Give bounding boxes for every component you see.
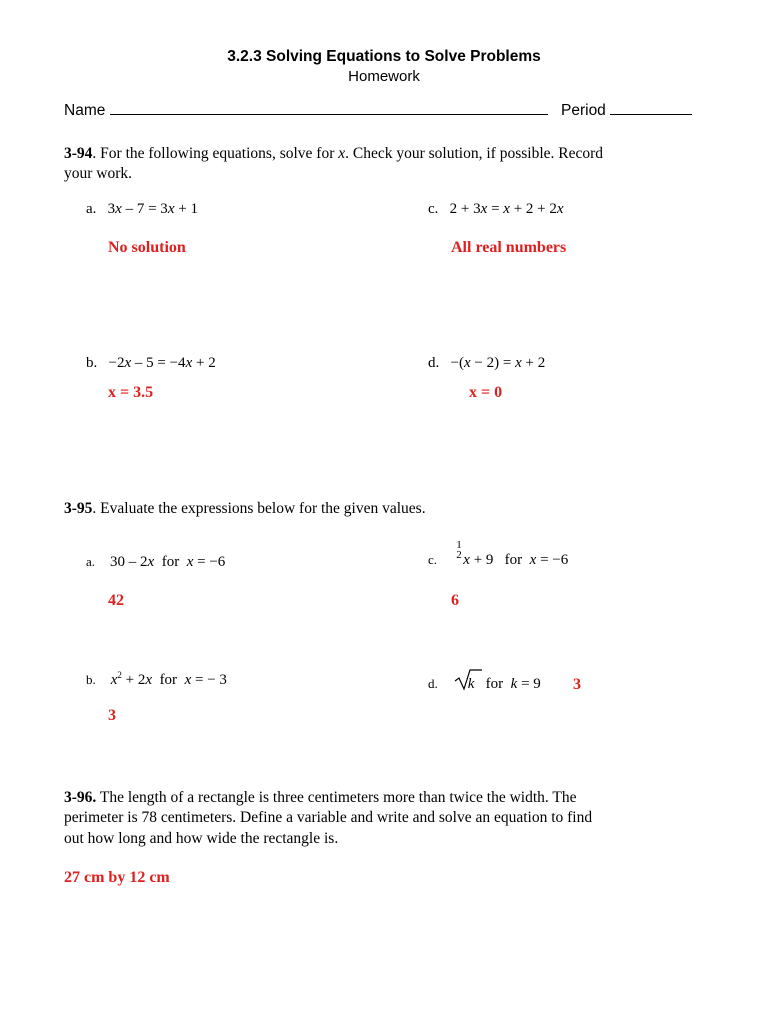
page-title: 3.2.3 Solving Equations to Solve Problems xyxy=(227,48,541,65)
answer-3-94-d: x = 0 xyxy=(469,384,503,401)
period-label: Period xyxy=(561,102,606,119)
period-field[interactable] xyxy=(610,99,692,115)
question-number: 3-95 xyxy=(64,500,93,517)
problem-3-94-b: b. −2x – 5 = −4x + 2 xyxy=(86,355,216,371)
problem-3-94-d: d. −(x − 2) = x + 2 xyxy=(428,355,546,371)
question-3-94-prompt: 3-94. For the following equations, solve for x. Check your solution, if possible. Record xyxy=(64,145,604,162)
problem-3-94-a: a. 3x – 7 = 3x + 1 xyxy=(86,201,198,217)
problem-3-95-c: c. x + 9 for x = −6 xyxy=(428,552,569,568)
answer-3-95-a: 42 xyxy=(108,592,124,609)
question-number: 3-94 xyxy=(64,145,93,162)
answer-3-94-b: x = 3.5 xyxy=(108,384,154,401)
answer-3-94-a: No solution xyxy=(108,239,186,256)
question-3-94-prompt-line2: your work. xyxy=(64,165,133,182)
problem-3-95-a: a. 30 – 2x for x = −6 xyxy=(86,554,226,570)
question-number: 3-96. xyxy=(64,789,97,806)
problem-3-95-d: d. k for k = 9 xyxy=(428,676,541,692)
page-subtitle: Homework xyxy=(348,68,420,85)
question-3-95-prompt: 3-95. Evaluate the expressions below for the given values. xyxy=(64,500,426,517)
period-row xyxy=(561,99,692,120)
name-label: Name xyxy=(64,102,106,119)
answer-3-96: 27 cm by 12 cm xyxy=(64,869,170,886)
answer-3-94-c: All real numbers xyxy=(451,239,567,256)
name-row xyxy=(64,99,548,120)
question-3-96-line2: perimeter is 78 centimeters. Define a variable and write and solve an equation to find xyxy=(64,809,593,826)
fraction-one-half: 1 2 xyxy=(456,539,462,561)
problem-3-95-b: b. $x^2 + 2x$ for x = − 3 xyxy=(86,670,227,688)
problem-3-94-c: c. 2 + 3x = x + 2 + 2x xyxy=(428,201,564,217)
question-3-96-line3: out how long and how wide the rectangle is. xyxy=(64,830,339,847)
question-3-96-line1: 3-96. The length of a rectangle is three centimeters more than twice the width. The xyxy=(64,789,577,806)
name-field[interactable] xyxy=(110,99,548,115)
answer-3-95-d: 3 xyxy=(573,676,581,693)
answer-3-95-b: 3 xyxy=(108,707,116,724)
answer-3-95-c: 6 xyxy=(451,592,459,609)
